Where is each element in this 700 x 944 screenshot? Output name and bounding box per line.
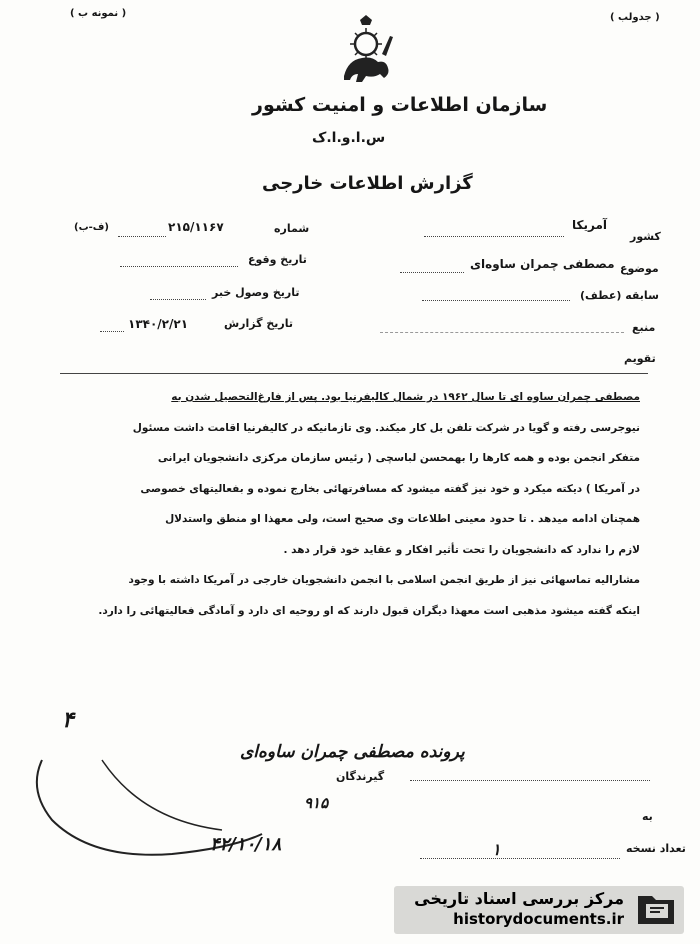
- body-line: نیوجرسی رفته و گویا در شرکت تلفن بل کار میکند. وی تازمانیکه در کالیفرنیا اقامت داشت مسئول: [132, 421, 640, 434]
- handwritten-note-mark: ۴: [62, 708, 74, 733]
- country-value: آمریکا: [572, 218, 607, 232]
- received-date-label: تاریخ وصول خبر: [212, 286, 300, 299]
- body-line: همچنان ادامه میدهد . تا حدود معینی اطلاعات وی صحیح است، ولی معهذا او منطق واستدلال: [165, 513, 640, 525]
- history-label: سابقه (عطف): [580, 289, 659, 302]
- body-line: اینکه گفته میشود مذهبی است معهذا دیگران قبول دارند که او روحیه ای دارد و آمادگی فعالیتهائی را دارد.: [98, 604, 640, 617]
- received-date-dotted-line: [150, 299, 206, 300]
- report-date-dotted-line: [100, 331, 124, 332]
- source-faded-line: [380, 332, 624, 333]
- to-label: به: [642, 810, 653, 823]
- body-line: در آمریکا ) دیکته میکرد و خود نیز گفته میشود که مسافرتهائی بخارج نموده و بفعالیتهای خصوصی: [140, 482, 640, 495]
- report-body: [58, 382, 640, 626]
- number-suffix: (ف-ب): [74, 222, 109, 233]
- watermark-text-en: historydocuments.ir: [453, 910, 624, 928]
- subject-dotted-line: [400, 272, 464, 273]
- organization-code: س.ا.و.ا.ک: [312, 130, 386, 146]
- body-line: متفکر انجمن بوده و همه کارها را بهمحسن لباسچی ( رئیس سازمان مرکزی دانشجویان ایرانی: [157, 452, 640, 464]
- copies-dotted-line: [420, 858, 620, 859]
- subject-value: مصطفی چمران ساوه‌ای: [470, 257, 615, 271]
- event-date-label: تاریخ وقوع: [248, 253, 307, 266]
- form-type-label: ( نمونه ب ): [70, 8, 127, 19]
- number-dotted-line: [118, 236, 166, 237]
- copies-label: تعداد نسخه: [626, 842, 686, 855]
- body-line: مشارالیه تماسهائی نیز از طریق انجمن اسلامی با انجمن دانشجویان خارجی در آمریکا داشته با وجود: [128, 574, 640, 586]
- report-date-value: ۱۳۴۰/۲/۲۱: [128, 317, 189, 331]
- recipients-value: ۹۱۵: [304, 794, 329, 812]
- table-label: ( جدولب ): [610, 12, 660, 23]
- number-label: شماره: [274, 222, 310, 235]
- archive-logo-icon: [634, 890, 678, 934]
- organization-name: سازمان اطلاعات و امنیت کشور: [252, 94, 548, 116]
- country-label: کشور: [630, 230, 661, 243]
- evaluation-label: تقویم: [624, 352, 656, 365]
- separator-line: [60, 373, 648, 374]
- body-line: مصطفی چمران ساوه ای تا سال ۱۹۶۲ در شمال کالیفرنیا بود. پس از فارغ‌التحصیل شدن به: [171, 391, 640, 403]
- country-dotted-line: [424, 236, 564, 237]
- subject-label: موضوع: [620, 262, 659, 275]
- watermark-text-fa: مرکز بررسی اسناد تاریخی: [414, 889, 624, 908]
- recipients-label: گیرندگان: [336, 770, 385, 783]
- history-dotted-line: [422, 300, 570, 301]
- event-date-dotted-line: [120, 266, 238, 267]
- body-line: لازم را ندارد که دانشجویان را تحت تأثیر افکار و عقاید خود قرار دهد .: [283, 543, 640, 556]
- report-title: گزارش اطلاعات خارجی: [262, 173, 473, 194]
- handwritten-date: ۴۲/۱۰/۱۸: [210, 834, 282, 855]
- archive-watermark: [394, 886, 684, 934]
- report-date-label: تاریخ گزارش: [224, 317, 294, 330]
- source-label: منبع: [632, 321, 656, 334]
- handwritten-signature: پرونده مصطفی چمران ساوه‌ای: [240, 742, 465, 762]
- number-value: ۲۱۵/۱۱۶۷: [168, 220, 224, 234]
- lion-and-sun-emblem-icon: [330, 14, 402, 90]
- recipients-dotted-line: [410, 780, 650, 781]
- copies-value: ۱: [492, 840, 501, 859]
